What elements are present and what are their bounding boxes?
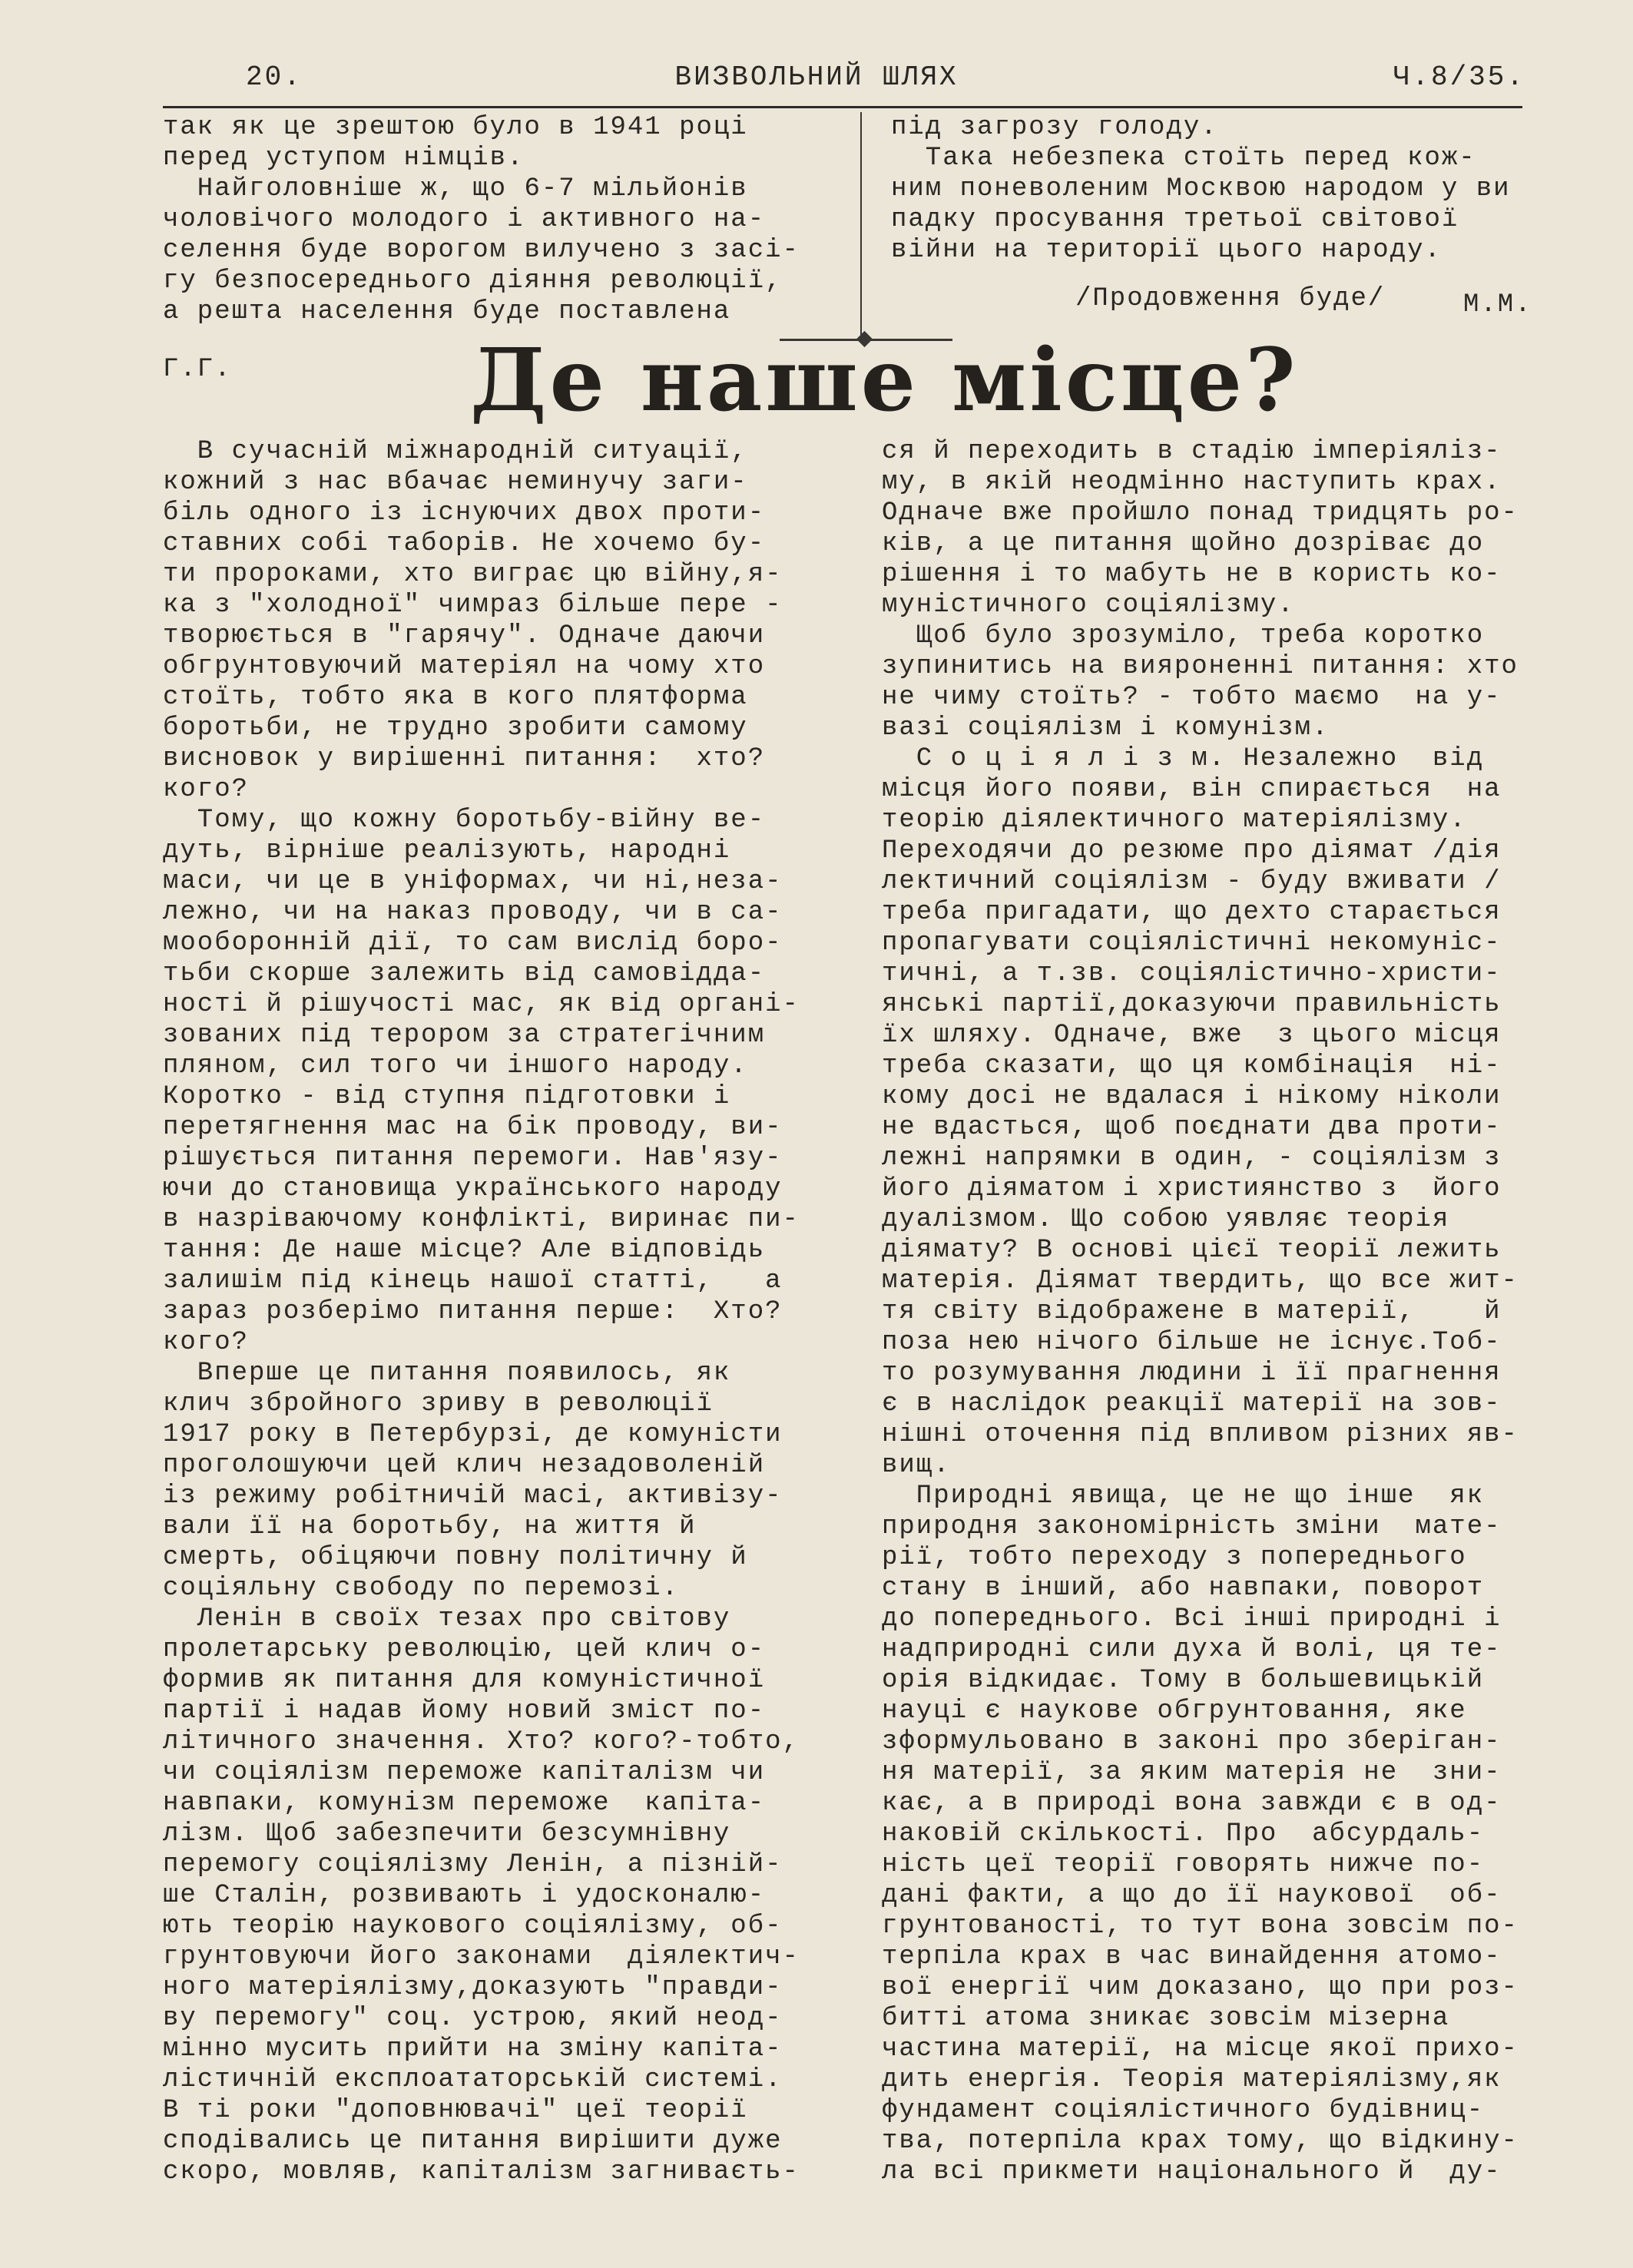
- text-line: не вдасться, щоб поєднати два проти-: [882, 1113, 1502, 1142]
- text-line: тва, потерпіла крах тому, що відкину-: [882, 2127, 1519, 2156]
- text-line: пляном, сил того чи іншого народу.: [163, 1051, 748, 1081]
- text-line: природня закономірність зміни мате-: [882, 1512, 1502, 1541]
- text-line: лізм. Щоб забезпечити безсумнівну: [163, 1819, 731, 1849]
- issue-number: Ч.8/35.: [1393, 61, 1525, 93]
- continued-note: /Продовження буде/: [1075, 284, 1386, 313]
- text-line: фундамент соціялістичного будівниц-: [882, 2096, 1485, 2125]
- text-line: В ті роки "доповнювачі" цеї теорії: [163, 2096, 748, 2125]
- text-line: Така небезпека стоїть перед кож-: [891, 144, 1476, 173]
- text-line: партії і надав йому новий зміст по-: [163, 1697, 766, 1726]
- text-line: творюється в "гарячу". Одначе даючи: [163, 621, 766, 651]
- text-line: клич збройного зриву в революції: [163, 1389, 714, 1419]
- text-line: ла всі прикмети національного й ду-: [882, 2157, 1502, 2187]
- text-line: не чиму стоїть? - тобто маємо на у-: [882, 683, 1502, 712]
- text-line: Ленін в своїх тезах про світову: [163, 1604, 731, 1634]
- text-line: ним поневоленим Москвою народом у ви: [891, 174, 1511, 204]
- text-line: треба сказати, що ця комбінація ні-: [882, 1051, 1502, 1081]
- text-line: ного матеріялізму,доказують "правди-: [163, 1973, 783, 2002]
- journal-title: ВИЗВОЛЬНИЙ ШЛЯХ: [674, 61, 959, 93]
- text-line: частина матерії, на місце якої прихо-: [882, 2035, 1519, 2064]
- text-line: науці є наукове обгрунтовання, яке: [882, 1697, 1467, 1726]
- text-line: вазі соціялізм і комунізм.: [882, 714, 1330, 743]
- text-line: ся й переходить в стадію імперіяліз-: [882, 437, 1502, 466]
- text-line: проголошуючи цей клич незадоволеній: [163, 1451, 766, 1480]
- text-line: Щоб було зрозуміло, треба коротко: [882, 621, 1485, 651]
- text-line: дить енергія. Теорія матеріялізму,як: [882, 2065, 1502, 2094]
- text-line: му, в якій неодмінно наступить крах.: [882, 468, 1502, 497]
- text-line: то розумування людини і її прагнення: [882, 1359, 1502, 1388]
- text-line: поза нею нічого більше не існує.Тоб-: [882, 1328, 1502, 1357]
- text-line: із режиму робітничій масі, активізу-: [163, 1482, 783, 1511]
- text-line: селення буде ворогом вилучено з засі-: [163, 236, 800, 265]
- text-line: зараз розберімо питання перше: Хто?: [163, 1297, 783, 1326]
- text-line: стоїть, тобто яка в кого плятформа: [163, 683, 748, 712]
- text-line: війни на території цього народу.: [891, 236, 1442, 265]
- text-line: чи соціялізм переможе капіталізм чи: [163, 1758, 766, 1787]
- page-header: [0, 54, 1633, 100]
- text-line: гу безпосереднього діяння революції,: [163, 267, 783, 296]
- text-line: соціяльну свободу по перемозі.: [163, 1574, 680, 1603]
- page-number: 20.: [246, 61, 303, 93]
- text-line: грунтованості, то тут вона зовсім по-: [882, 1912, 1519, 1941]
- text-line: кає, а в природі вона завжди є в од-: [882, 1789, 1502, 1818]
- text-line: тьби скорше залежить від самовідда-: [163, 959, 766, 988]
- text-line: його діяматом і християнство з його: [882, 1174, 1502, 1204]
- text-line: дуалізмом. Що собою уявляє теорія: [882, 1205, 1450, 1234]
- text-line: янські партії,доказуючи правильність: [882, 990, 1502, 1019]
- text-line: Одначе вже пройшло понад тридцять ро-: [882, 498, 1519, 528]
- text-line: ставних собі таборів. Не хочемо бу-: [163, 529, 766, 558]
- text-line: лістичній експлоататорській системі.: [163, 2065, 783, 2094]
- text-line: маси, чи це в уніформах, чи ні,неза-: [163, 867, 783, 896]
- text-line: Тому, що кожну боротьбу-війну ве-: [163, 806, 766, 835]
- text-line: тання: Де наше місце? Але відповідь: [163, 1236, 766, 1265]
- text-line: ти пророками, хто виграє цю війну,я-: [163, 560, 783, 589]
- article-left-column: [163, 436, 800, 2187]
- text-line: стану в інший, або навпаки, поворот: [882, 1574, 1485, 1603]
- text-line: Найголовніше ж, що 6-7 мільйонів: [163, 174, 748, 204]
- text-line: Коротко - від ступня підготовки і: [163, 1082, 731, 1111]
- header-rule: [163, 106, 1522, 108]
- article-title: Де наше місце?: [470, 330, 1299, 431]
- text-line: смерть, обіцяючи повну політичну й: [163, 1543, 748, 1572]
- text-line: ше Сталін, розвивають і удосконалю-: [163, 1881, 766, 1910]
- text-line: боротьби, не трудно зробити самому: [163, 714, 748, 743]
- text-line: вали її на боротьбу, на життя й: [163, 1512, 697, 1541]
- text-line: сподівались це питання вирішити дуже: [163, 2127, 783, 2156]
- text-line: обгрунтовуючий матеріял на чому хто: [163, 652, 766, 681]
- text-line: діямату? В основі цієї теорії лежить: [882, 1236, 1502, 1265]
- text-line: скоро, мовляв, капіталізм загниваєть-: [163, 2157, 800, 2187]
- text-line: наковій скількості. Про абсурдаль-: [882, 1819, 1485, 1849]
- text-line: висновок у вирішенні питання: хто?: [163, 744, 766, 773]
- text-line: їх шляху. Одначе, вже з цього місця: [882, 1021, 1502, 1050]
- text-line: орія відкидає. Тому в большевицькій: [882, 1666, 1485, 1695]
- text-line: місця його появи, він спирається на: [882, 775, 1502, 804]
- text-line: ву перемогу" соц. устрою, який неод-: [163, 2004, 783, 2033]
- text-line: мооборонній дії, то сам вислід боро-: [163, 929, 783, 958]
- text-line: терпіла крах в час винайдення атомо-: [882, 1942, 1502, 1972]
- text-line: грунтовуючи його законами діялектич-: [163, 1942, 800, 1972]
- text-line: ючи до становища українського народу: [163, 1174, 783, 1204]
- text-line: зупинитись на вияроненні питання: хто: [882, 652, 1519, 681]
- text-line: перед уступом німців.: [163, 144, 525, 173]
- text-line: лежні напрямки в один, - соціялізм з: [882, 1144, 1502, 1173]
- text-line: кому досі не вдалася і нікому ніколи: [882, 1082, 1502, 1111]
- text-line: муністичного соціялізму.: [882, 591, 1295, 620]
- text-line: мінно мусить прийти на зміну капіта-: [163, 2035, 783, 2064]
- text-line: рії, тобто переходу з попереднього: [882, 1543, 1467, 1572]
- text-line: Вперше це питання появилось, як: [163, 1359, 731, 1388]
- text-line: зформульовано в законі про зберіган-: [882, 1727, 1502, 1756]
- text-line: літичного значення. Хто? кого?-тобто,: [163, 1727, 800, 1756]
- text-line: зованих під терором за стратегічним: [163, 1021, 766, 1050]
- column-divider: [860, 112, 862, 335]
- text-line: лежно, чи на наказ проводу, чи в са-: [163, 898, 783, 927]
- text-line: пропагувати соціялістичні некомуніс-: [882, 929, 1502, 958]
- text-line: треба пригадати, що дехто старається: [882, 898, 1502, 927]
- text-line: Природні явища, це не що інше як: [882, 1482, 1485, 1511]
- previous-article-left-column: [163, 112, 800, 327]
- text-line: формив як питання для комуністичної: [163, 1666, 766, 1695]
- text-line: тичні, а т.зв. соціялістично-христи-: [882, 959, 1502, 988]
- text-line: залишім під кінець нашої статті, а: [163, 1266, 783, 1296]
- text-line: кого?: [163, 1328, 250, 1357]
- text-line: кого?: [163, 775, 250, 804]
- text-line: ність цеї теорії говорять нижче по-: [882, 1850, 1485, 1879]
- text-line: падку просування третьої світової: [891, 205, 1459, 234]
- text-line: пролетарську революцію, цей клич о-: [163, 1635, 766, 1664]
- text-line: надприродні сили духа й волі, ця те-: [882, 1635, 1502, 1664]
- text-line: ка з "холодної" чимраз більше пере -: [163, 591, 783, 620]
- text-line: тя світу відображене в матерії, й: [882, 1297, 1502, 1326]
- previous-article-signature: М.М.: [1463, 290, 1532, 320]
- text-line: ня матерії, за яким матерія не зни-: [882, 1758, 1502, 1787]
- text-line: рішення і то мабуть не в користь ко-: [882, 560, 1502, 589]
- text-line: біль одного із існуючих двох проти-: [163, 498, 766, 528]
- text-line: є в наслідок реакції матерії на зов-: [882, 1389, 1502, 1419]
- text-line: так як це зрештою було в 1941 році: [163, 113, 748, 142]
- text-line: лектичний соціялізм - буду вживати /: [882, 867, 1502, 896]
- text-line: В сучасній міжнародній ситуації,: [163, 437, 748, 466]
- previous-article-right-column: [891, 112, 1511, 266]
- text-line: Переходячи до резюме про діямат /дія: [882, 836, 1502, 866]
- article-right-column: [882, 436, 1519, 2187]
- text-line: ють теорію наукового соціялізму, об-: [163, 1912, 783, 1941]
- text-line: ків, а це питання щойно дозріває до: [882, 529, 1485, 558]
- article-author: Г.Г.: [163, 355, 232, 384]
- text-line: під загрозу голоду.: [891, 113, 1218, 142]
- text-line: С о ц і я л і з м. Незалежно від: [882, 744, 1485, 773]
- text-line: битті атома зникає зовсім мізерна: [882, 2004, 1450, 2033]
- text-line: вої енергії чим доказано, що при роз-: [882, 1973, 1519, 2002]
- text-line: кожний з нас вбачає неминучу заги-: [163, 468, 748, 497]
- text-line: рішується питання перемоги. Нав'язу-: [163, 1144, 783, 1173]
- text-line: до попереднього. Всі інші природні і: [882, 1604, 1502, 1634]
- text-line: навпаки, комунізм переможе капіта-: [163, 1789, 766, 1818]
- text-line: дуть, вірніше реалізують, народні: [163, 836, 731, 866]
- text-line: нішні оточення під впливом різних яв-: [882, 1420, 1519, 1449]
- text-line: перетягнення мас на бік проводу, ви-: [163, 1113, 783, 1142]
- text-line: ності й рішучості мас, як від органі-: [163, 990, 800, 1019]
- text-line: в назріваючому конфлікті, виринає пи-: [163, 1205, 800, 1234]
- text-line: матерія. Діямат твердить, що все жит-: [882, 1266, 1519, 1296]
- text-line: дані факти, а що до її наукової об-: [882, 1881, 1502, 1910]
- text-line: чоловічого молодого і активного на-: [163, 205, 766, 234]
- text-line: вищ.: [882, 1451, 951, 1480]
- text-line: а решта населення буде поставлена: [163, 297, 731, 326]
- text-line: теорію діялектичного матеріялізму.: [882, 806, 1467, 835]
- text-line: 1917 року в Петербурзі, де комуністи: [163, 1420, 783, 1449]
- text-line: перемогу соціялізму Ленін, а пізній-: [163, 1850, 783, 1879]
